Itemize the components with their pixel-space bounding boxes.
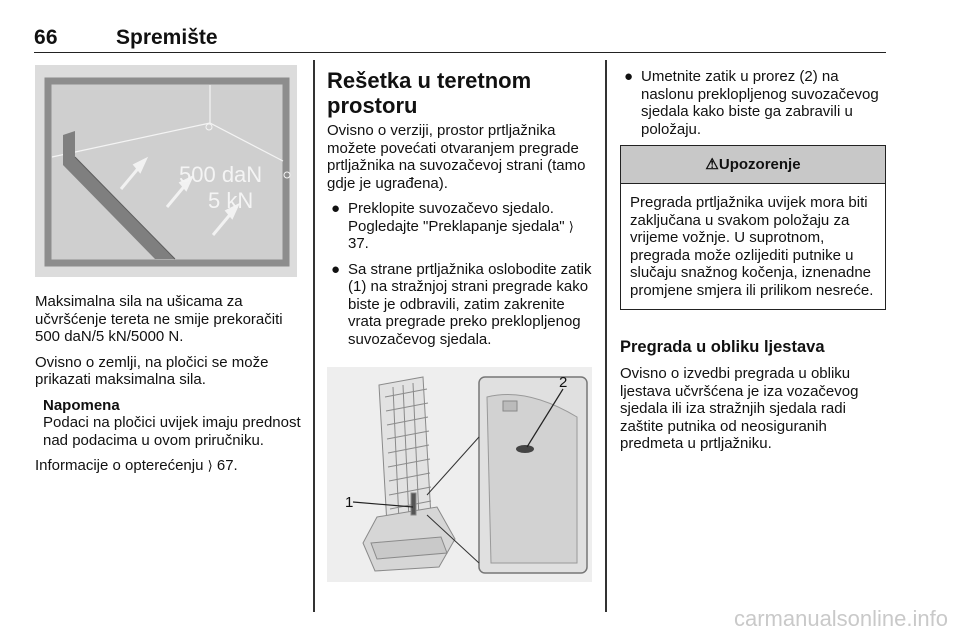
instruction-list bbox=[327, 200, 597, 348]
warning-title: Upozorenje bbox=[718, 156, 801, 173]
bullet-icon: ● bbox=[331, 200, 341, 217]
bullet-icon: ● bbox=[624, 68, 634, 85]
page-reference-link[interactable]: 67. bbox=[212, 457, 238, 474]
warning-box bbox=[620, 145, 886, 310]
section-heading: Rešetka u teretnom prostoru bbox=[327, 68, 532, 118]
column-2 bbox=[327, 68, 597, 356]
page-reference-icon: ⟩ bbox=[207, 458, 213, 473]
list-item: ● Sa strane prtljažnika oslobodite zatik (1) na stražnjoj strani pregrade kako biste je odbravili, zatim zakrenite vrata pregrade preko preklopljenog suvozačevog sjedala. bbox=[331, 260, 592, 348]
warning-header bbox=[621, 146, 885, 184]
note-title: Napomena bbox=[43, 396, 120, 414]
warning-body: Pregrada prtljažnika uvijek mora biti zaključana u svakom položaju za vrijeme vožnje. U suprotnom, pregrada može ozlijediti putnike u slučaju snažnog kočenja, iznenadne promjene smjera ili prilikom nesreće. bbox=[630, 194, 874, 299]
intro-paragraph: Ovisno o verziji, prostor prtljažnika možete povećati otvaranjem pregrade prtljažnika na suvozačevoj strani (tamo gdje je ugrađena). bbox=[327, 122, 586, 192]
warning-triangle-icon: ⚠ bbox=[705, 156, 719, 173]
watermark: carmanualsonline.info bbox=[733, 606, 948, 631]
figure-label-2: 2 bbox=[559, 374, 568, 391]
column-3-lower bbox=[620, 338, 890, 461]
country-plate-paragraph: Ovisno o zemlji, na pločici se može prikazati maksimalna sila. bbox=[35, 353, 269, 388]
ladder-partition-paragraph: Ovisno o izvedbi pregrada u obliku ljestava učvršćena je iza vozačevog sjedala ili iza stražnjih sjedala radi zaštite putnika od neosiguranih predmeta u prtljažniku. bbox=[620, 365, 859, 452]
load-label-dan: 500 daN bbox=[179, 162, 263, 187]
column-divider-2 bbox=[605, 60, 607, 612]
list-item: ● Umetnite zatik u prorez (2) na naslonu preklopljenog suvozačevog sjedala kako biste ga zabravili u položaju. bbox=[624, 68, 879, 138]
partition-figure bbox=[327, 367, 592, 582]
load-plate-figure bbox=[35, 65, 297, 277]
figure-label-1: 1 bbox=[345, 494, 354, 511]
page-reference-link[interactable]: 37. bbox=[348, 235, 369, 252]
load-plate-illustration bbox=[35, 65, 297, 277]
column-1 bbox=[35, 293, 305, 483]
load-info-paragraph: Informacije o opterećenju ⟩ 67. bbox=[35, 457, 238, 474]
section-title: Spremište bbox=[116, 26, 218, 49]
page-number: 66 bbox=[34, 26, 58, 49]
partition-illustration bbox=[327, 367, 592, 582]
column-divider-1 bbox=[313, 60, 315, 612]
max-force-paragraph: Maksimalna sila na ušicama za učvršćenje tereta ne smije prekoračiti 500 daN/5 kN/5000 N. bbox=[35, 293, 283, 345]
header-rule bbox=[34, 52, 886, 53]
note-body: Podaci na pločici uvijek imaju prednost nad podacima u ovom priručniku. bbox=[43, 414, 301, 449]
instruction-list-continued bbox=[620, 68, 886, 138]
sub-heading: Pregrada u obliku ljestava bbox=[620, 338, 825, 356]
list-item: ● Preklopite suvozačevo sjedalo. Pogledajte "Preklapanje sjedala" ⟩ 37. bbox=[331, 200, 574, 252]
column-3 bbox=[620, 68, 886, 146]
bullet-icon: ● bbox=[331, 260, 341, 278]
page-reference-icon: ⟩ bbox=[568, 218, 574, 234]
load-label-kn: 5 kN bbox=[208, 188, 254, 213]
